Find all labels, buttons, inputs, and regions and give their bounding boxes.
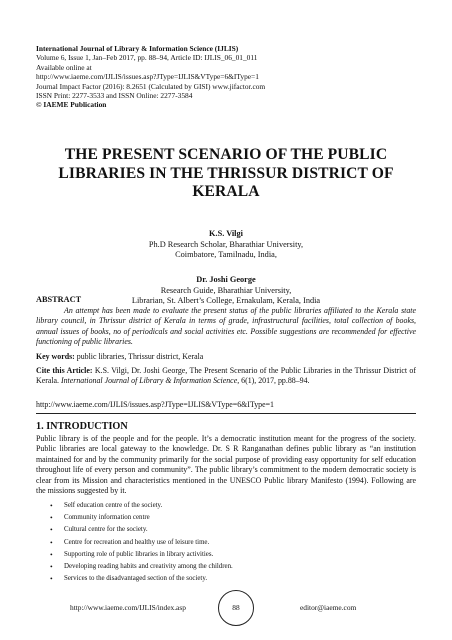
keywords: [36, 352, 416, 362]
list-item: [50, 537, 410, 549]
journal-header: [36, 44, 416, 110]
section-heading: 1. INTRODUCTION: [36, 421, 128, 432]
author-affiliation: Research Guide, Bharathiar University,: [160, 285, 292, 295]
list-item-text: Self education centre of the society.: [64, 502, 163, 509]
author-affiliation: Coimbatore, Tamilnadu, India,: [175, 250, 277, 260]
bullet-icon: •: [50, 562, 53, 572]
list-item-text: Cultural centre for the society.: [64, 526, 148, 534]
title-line: LIBRARIES IN THE THRISSUR DISTRICT OF: [58, 164, 394, 182]
list-item: [50, 512, 410, 524]
keywords-label: Key words:: [36, 352, 75, 361]
journal-name: International Journal of Library & Information Science (IJLIS): [36, 44, 239, 53]
author-name: Dr. Joshi George: [196, 275, 256, 284]
issn-info: ISSN Print: 2277-3533 and ISSN Online: 2277-3584: [36, 91, 193, 101]
publisher: © IAEME Publication: [36, 100, 107, 110]
citation-journal: International Journal of Library & Information Science: [60, 376, 238, 386]
impact-factor: Journal Impact Factor (2016): 8.2651 (Calculated by GISI) www.jifactor.com: [36, 81, 266, 91]
abstract-heading: ABSTRACT: [36, 295, 82, 304]
list-item: [50, 573, 410, 585]
abstract-text: An attempt has been made to evaluate the present status of the public libraries affiliated to the Kerala state library council, in Thrissur district of Kerala in terms of grade, infrastructural facilities, total collection of books, annual issues of books, no of periodicals and social activities etc. Possible suggestions are recommended for effective functioning of public libraries.: [36, 306, 416, 347]
citation-url-link[interactable]: http://www.iaeme.com/IJLIS/issues.asp?JType=IJLIS&VType=6&IType=1: [36, 400, 274, 409]
available-online: Available online at: [36, 62, 92, 72]
bullet-icon: •: [50, 537, 53, 547]
list-item-text: Services to the disadvantaged section of the society.: [64, 575, 208, 583]
title-line: THE PRESENT SCENARIO OF THE PUBLIC: [64, 146, 388, 163]
page-number: 88: [218, 590, 254, 626]
list-item: [50, 549, 410, 561]
citation-details: , 6(1), 2017, pp.88–94.: [237, 376, 310, 386]
list-item: [50, 561, 410, 573]
missions-list: [50, 500, 410, 585]
issue-info: Volume 6, Issue 1, Jan–Feb 2017, pp. 88–94, Article ID: IJLIS_06_01_011: [36, 53, 258, 63]
keywords-text: public libraries, Thrissur district, Kerala: [74, 352, 204, 361]
list-item-text: Supporting role of public libraries in library activities.: [64, 550, 214, 558]
list-item-text: Centre for recreation and healthy use of leisure time.: [64, 538, 210, 546]
author-block: [30, 275, 422, 307]
list-item-text: Developing reading habits and creativity among the children.: [64, 563, 233, 571]
introduction-text: Public library is of the people and for the people. It’s a democratic institution meant for the progress of the society. Public libraries are local gateway to the knowledge. Dr. S R Ranganathan defines public library as “an institution maintained for and by the community primarily for the social purpose of providing easy opportunity for self education throughout life of every person and community”. The public library’s commitment to the modern democratic society is clear from its Mission and characteristics mentioned in the UNESCO Public library Manifesto (1994). Following are the missions suggested by it.: [36, 434, 416, 496]
bullet-icon: •: [50, 574, 53, 584]
citation-label: Cite this Article:: [36, 366, 93, 375]
author-affiliation: Librarian, St. Albert’s College, Ernakulam, Kerala, India: [131, 296, 321, 306]
author-block: [30, 229, 422, 261]
divider: [36, 413, 416, 414]
list-item: [50, 524, 410, 536]
bullet-icon: •: [50, 501, 53, 510]
bullet-icon: •: [50, 525, 53, 535]
footer-site-link[interactable]: http://www.iaeme.com/IJLIS/index.asp: [70, 603, 186, 612]
paper-title: [30, 146, 422, 202]
footer-email-link[interactable]: editor@iaeme.com: [300, 603, 357, 612]
list-item-text: Community information centre: [64, 514, 150, 522]
citation-text: K.S. Vilgi, Dr. Joshi George, The Present Scenario of the Public Libraries in the Thrissur District of Kerala.: [36, 366, 417, 386]
list-item: [50, 500, 410, 512]
bullet-icon: •: [50, 549, 53, 559]
page-footer: [0, 588, 452, 628]
bullet-icon: •: [50, 513, 53, 523]
title-line: KERALA: [192, 183, 260, 201]
author-affiliation: Ph.D Research Scholar, Bharathiar University,: [148, 239, 304, 249]
citation: [36, 366, 416, 387]
author-name: K.S. Vilgi: [209, 229, 243, 238]
issue-url-link[interactable]: http://www.iaeme.com/IJLIS/issues.asp?JType=IJLIS&VType=6&IType=1: [36, 72, 259, 82]
